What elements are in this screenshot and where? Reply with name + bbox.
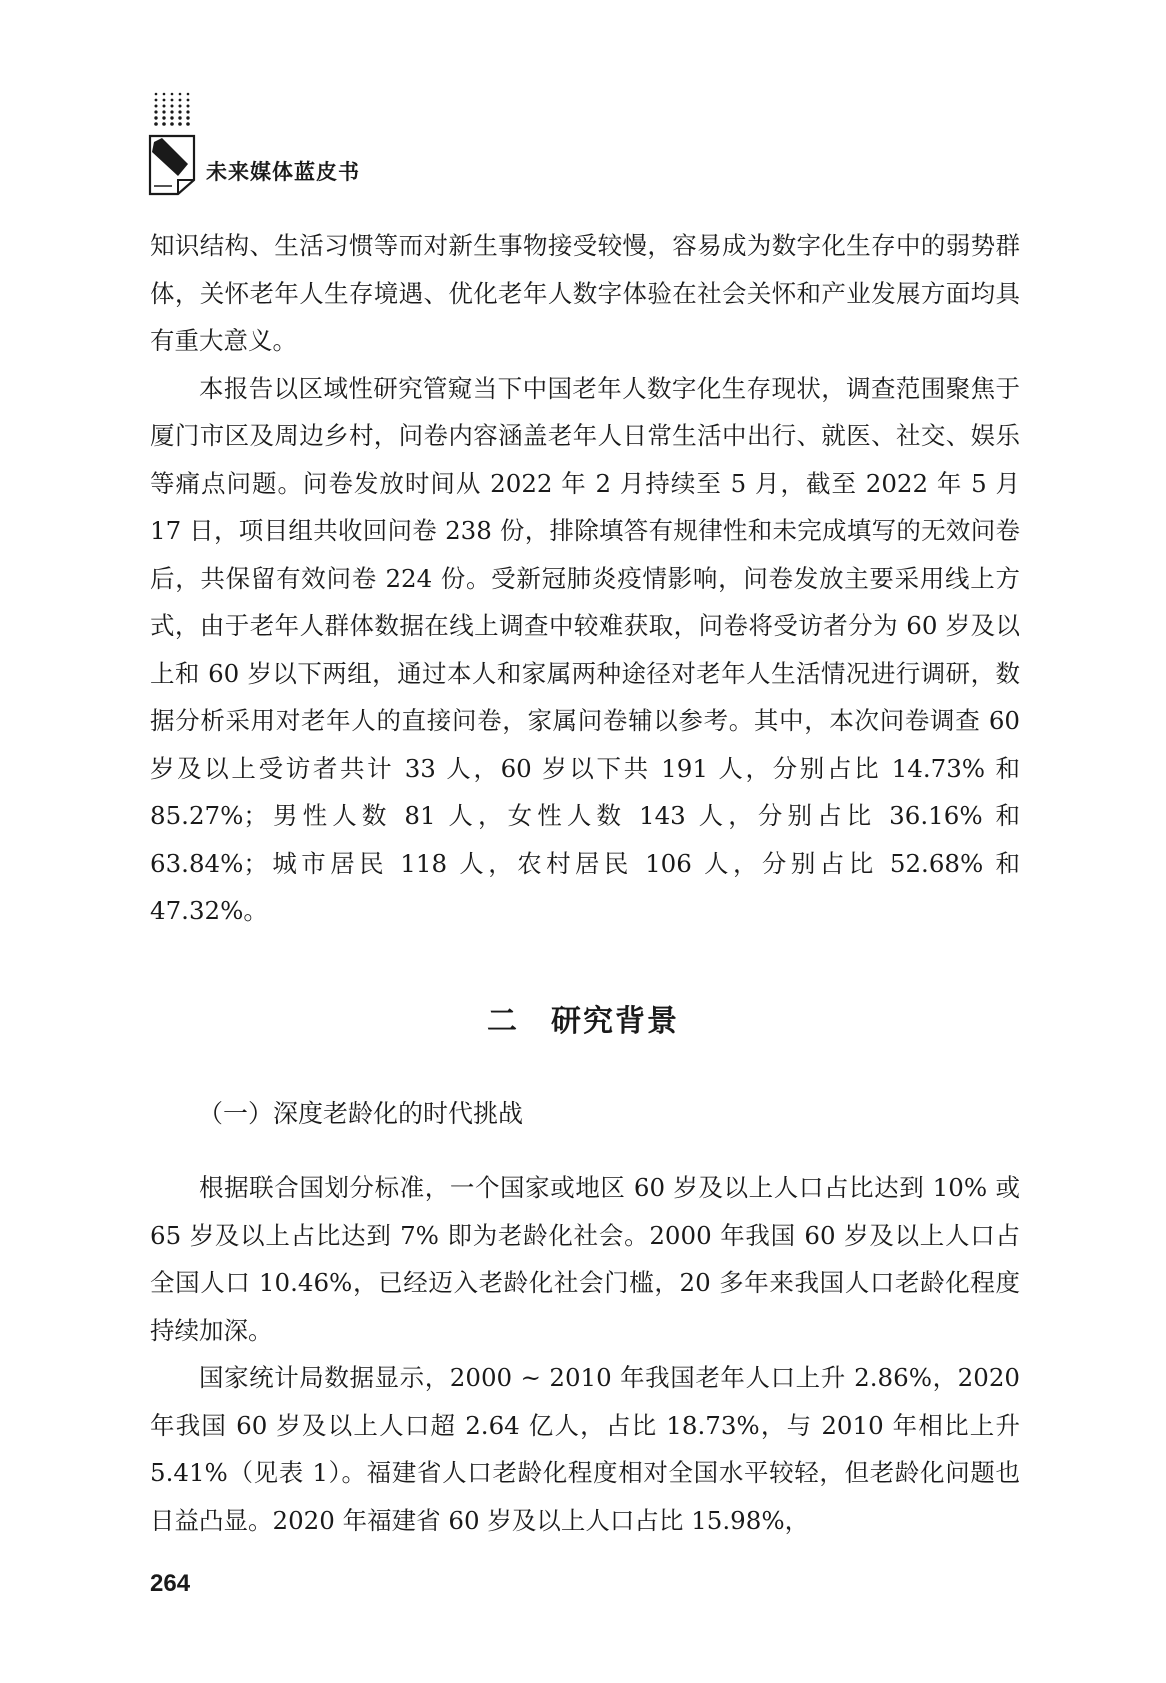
paragraph: 国家统计局数据显示，2000 ~ 2010 年我国老年人口上升 2.86%，2020 年我国 60 岁及以上人口超 2.64 亿人，占比 18.73%，与 2010 年相比上升 5.41%（见表 1）。福建省人口老龄化程度相对全国水平较轻，但老龄化问题也日益凸显。2020 年福建省 60 岁及以上人口占比 15.98%， bbox=[150, 1363, 1020, 1535]
body-text-bottom bbox=[150, 1164, 1020, 1544]
page-number: 264 bbox=[150, 1570, 191, 1597]
dot-pattern-icon bbox=[154, 92, 194, 130]
paragraph: 本报告以区域性研究管窥当下中国老年人数字化生存现状，调查范围聚焦于厦门市区及周边乡村，问卷内容涵盖老年人日常生活中出行、就医、社交、娱乐等痛点问题。问卷发放时间从 2022 年 2 月持续至 5 月，截至 2022 年 5 月 17 日，项目组共收回问卷 238 份，排除填答有规律性和未完成填写的无效问卷后，共保留有效问卷 224 份。受新冠肺炎疫情影响，问卷发放主要采用线上方式，由于老年人群体数据在线上调查中较难获取，问卷将受访者分为 60 岁及以上和 60 岁以下两组，通过本人和家属两种途径对老年人生活情况进行调研，数据分析采用对老年人的直接问卷，家属问卷辅以参考。其中，本次问卷调查 60 岁及以上受访者共计 33 人，60 岁以下共 191 人，分别占比 14.73% 和 85.27%；男性人数 81 人，女性人数 143 人，分别占比 36.16% 和 63.84%；城市居民 118 人，农村居民 106 人，分别占比 52.68% 和 47.32%。 bbox=[150, 373, 1020, 925]
section-heading: 二 研究背景 bbox=[487, 1004, 679, 1039]
subsection-heading: （一）深度老龄化的时代挑战 bbox=[198, 1099, 524, 1128]
body-text-top bbox=[150, 222, 1020, 935]
folded-page-icon bbox=[148, 134, 196, 196]
series-title: 未来媒体蓝皮书 bbox=[206, 160, 360, 184]
running-header bbox=[148, 92, 508, 202]
paragraph: 根据联合国划分标准，一个国家或地区 60 岁及以上人口占比达到 10% 或 65 岁及以上占比达到 7% 即为老龄化社会。2000 年我国 60 岁及以上人口占全国人口 10.46%，已经迈入老龄化社会门槛，20 多年来我国人口老龄化程度持续加深。 bbox=[150, 1173, 1020, 1345]
paragraph: 知识结构、生活习惯等而对新生事物接受较慢，容易成为数字化生存中的弱势群体，关怀老年人生存境遇、优化老年人数字体验在社会关怀和产业发展方面均具有重大意义。 bbox=[150, 231, 1020, 355]
